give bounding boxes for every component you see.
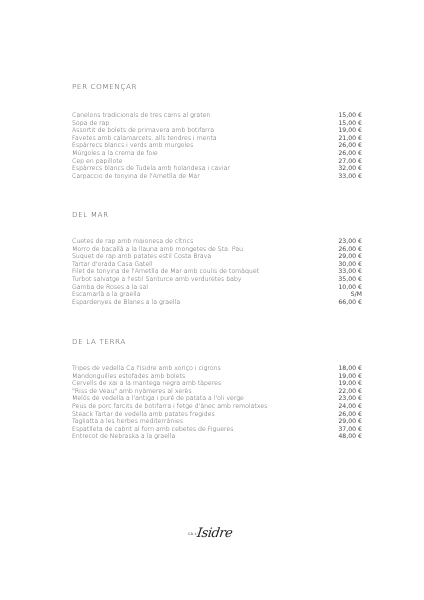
item-name: Steack Tartar de vedella amb patates fregides (72, 410, 215, 418)
item-price: 23,00 € (338, 395, 362, 403)
item-name: "Riss de Veau" amb nyàmeres al xerès (72, 387, 192, 395)
section-title: DEL MAR (72, 210, 109, 219)
item-name: Cervells de xai a la mantega negra amb tàperes (72, 380, 222, 388)
menu-list (72, 365, 362, 441)
item-name: Cep en papillote (72, 157, 123, 165)
item-name: Tripes de vedella Ca l'Isidre amb xoriço i cigrons (72, 365, 221, 372)
item-price: 23,00 € (338, 238, 362, 245)
section-del-mar (72, 210, 362, 306)
item-price: 19,00 € (338, 372, 362, 380)
item-price: 29,00 € (338, 418, 362, 426)
logo-script: Isidre (195, 526, 234, 541)
item-price: S/M (350, 291, 362, 299)
item-price: 21,00 € (338, 134, 362, 142)
section-title: DE LA TERRA (72, 337, 126, 346)
menu-item (72, 418, 362, 426)
section-title: PER COMENÇAR (72, 82, 138, 91)
item-price: 33,00 € (338, 268, 362, 276)
menu-item (72, 253, 362, 261)
menu-item (72, 127, 362, 135)
menu-item (72, 433, 362, 441)
menu-item (72, 112, 362, 120)
menu-item (72, 165, 362, 173)
menu-item (72, 380, 362, 388)
item-name: Peus de porc farcits de botifarra i fetge d'ànec amb remolatxes (72, 402, 268, 410)
item-price: 26,00 € (338, 149, 362, 157)
menu-item (72, 150, 362, 158)
item-price: 22,00 € (338, 387, 362, 395)
item-price: 48,00 € (338, 433, 362, 441)
item-name: Espardenyes de Blanes a la graella (72, 298, 181, 306)
item-name: Carpaccio de tonyina de l'Ametlla de Mar (72, 172, 200, 180)
menu-item (72, 268, 362, 276)
item-price: 27,00 € (338, 157, 362, 165)
item-name: Favetes amb calamarcets, alls tendres i menta (72, 134, 217, 142)
logo-prefix: CA L' (188, 532, 199, 536)
item-name: Gamba de Roses a la sal (72, 283, 148, 291)
item-price: 26,00 € (338, 245, 362, 253)
section-per-comencar (72, 82, 362, 180)
item-price: 66,00 € (338, 298, 362, 306)
restaurant-logo (188, 526, 248, 550)
item-name: Morro de bacallà a la llauna amb mongetes de Sta. Pau (72, 245, 244, 253)
item-price: 32,00 € (338, 165, 362, 173)
menu-item (72, 299, 362, 307)
menu-list (72, 112, 362, 180)
item-name: Cuetes de rap amb maionesa de cítrics (72, 238, 194, 245)
item-price: 18,00 € (338, 365, 362, 372)
menu-item (72, 238, 362, 246)
item-name: Sopa de rap (72, 119, 110, 127)
menu-item (72, 276, 362, 284)
menu-item (72, 120, 362, 128)
item-price: 15,00 € (338, 119, 362, 127)
item-price: 35,00 € (338, 275, 362, 283)
item-price: 10,00 € (338, 283, 362, 291)
menu-item (72, 291, 362, 299)
item-name: Tartar d'orada Casa Gatell (72, 260, 153, 268)
menu-list (72, 238, 362, 306)
menu-item (72, 365, 362, 373)
item-price: 29,00 € (338, 253, 362, 261)
menu-item (72, 246, 362, 254)
section-de-la-terra (72, 337, 362, 441)
item-price: 26,00 € (338, 410, 362, 418)
item-price: 19,00 € (338, 127, 362, 135)
menu-item (72, 426, 362, 434)
item-price: 19,00 € (338, 380, 362, 388)
item-name: Filet de tonyina de l'Ametlla de Mar amb coulis de tomàquet (72, 268, 260, 276)
menu-item (72, 403, 362, 411)
item-price: 33,00 € (338, 172, 362, 180)
item-name: Entrecot de Nebraska a la graella (72, 433, 176, 441)
item-name: Espàrrecs blancs de Tudela amb holandesa i caviar (72, 165, 230, 173)
item-name: Canelons tradicionals de tres carns al graten (72, 112, 211, 119)
item-name: Turbot salvatge a l'estil Santurce amb verduretes baby (72, 275, 242, 283)
item-name: Espàrrecs blancs i verds amb murgoles (72, 142, 194, 150)
item-name: Suquet de rap amb patates estil Costa Brava (72, 253, 212, 261)
item-name: Melós de vedella a l'antiga i puré de patata a l'oli verge (72, 395, 244, 403)
item-price: 15,00 € (338, 112, 362, 119)
item-name: Espatlleta de cabrit al forn amb cebetes de Figueres (72, 425, 234, 433)
menu-item (72, 173, 362, 181)
item-price: 30,00 € (338, 260, 362, 268)
item-price: 24,00 € (338, 402, 362, 410)
item-name: Escamarlà a la graella (72, 291, 141, 299)
item-price: 26,00 € (338, 142, 362, 150)
item-name: Assortit de bolets de primavera amb botifarra (72, 127, 215, 135)
menu-item (72, 395, 362, 403)
item-name: Múrgoles a la crema de foie (72, 149, 158, 157)
item-name: Tagliatta a les herbes mediterrànies (72, 418, 184, 426)
menu-item (72, 142, 362, 150)
item-name: Mandonguilles estofades amb bolets (72, 372, 186, 380)
item-price: 37,00 € (338, 425, 362, 433)
